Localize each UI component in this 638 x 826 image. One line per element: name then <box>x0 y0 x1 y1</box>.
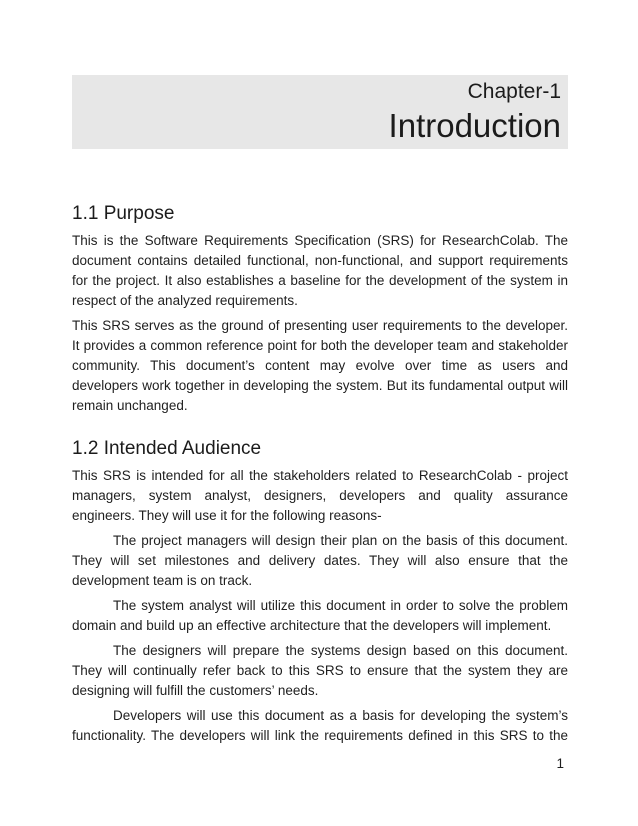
section-purpose <box>72 201 568 416</box>
page-number: 1 <box>556 756 564 771</box>
chapter-title: Introduction <box>388 107 561 144</box>
intended-audience-intro-paragraph: This SRS is intended for all the stakeholders related to ResearchColab - project managers, system analyst, designers, developers and quality assurance engineers. They will use it for the following reasons- <box>72 468 568 523</box>
audience-developers-paragraph: Developers will use this document as a basis for developing the system’s functionality. The developers will link the requirements defined in this SRS to the <box>72 708 568 743</box>
chapter-label: Chapter-1 <box>467 80 561 103</box>
audience-project-managers-paragraph: The project managers will design their plan on the basis of this document. They will set milestones and delivery dates. They will also ensure that the development team is on track. <box>72 533 568 588</box>
section-intended-audience <box>72 436 568 746</box>
purpose-paragraph-2: This SRS serves as the ground of presenting user requirements to the developer. It provides a common reference point for both the developer team and stakeholder community. This document’s content may evolve over time as users and developers work together in developing the system. But its fundamental output will remain unchanged. <box>72 318 568 413</box>
section-heading-purpose: 1.1 Purpose <box>72 203 175 224</box>
chapter-banner <box>72 75 568 149</box>
section-heading-intended-audience: 1.2 Intended Audience <box>72 438 262 459</box>
audience-system-analyst-paragraph: The system analyst will utilize this document in order to solve the problem domain and build up an effective architecture that the developers will implement. <box>72 598 568 633</box>
audience-designers-paragraph: The designers will prepare the systems design based on this document. They will continually refer back to this SRS to ensure that the system they are designing will fulfill the customers’ needs. <box>72 643 568 698</box>
purpose-paragraph-1: This is the Software Requirements Specification (SRS) for ResearchColab. The document contains detailed functional, non-functional, and support requirements for the project. It also establishes a baseline for the development of the system in respect of the analyzed requirements. <box>72 233 568 308</box>
